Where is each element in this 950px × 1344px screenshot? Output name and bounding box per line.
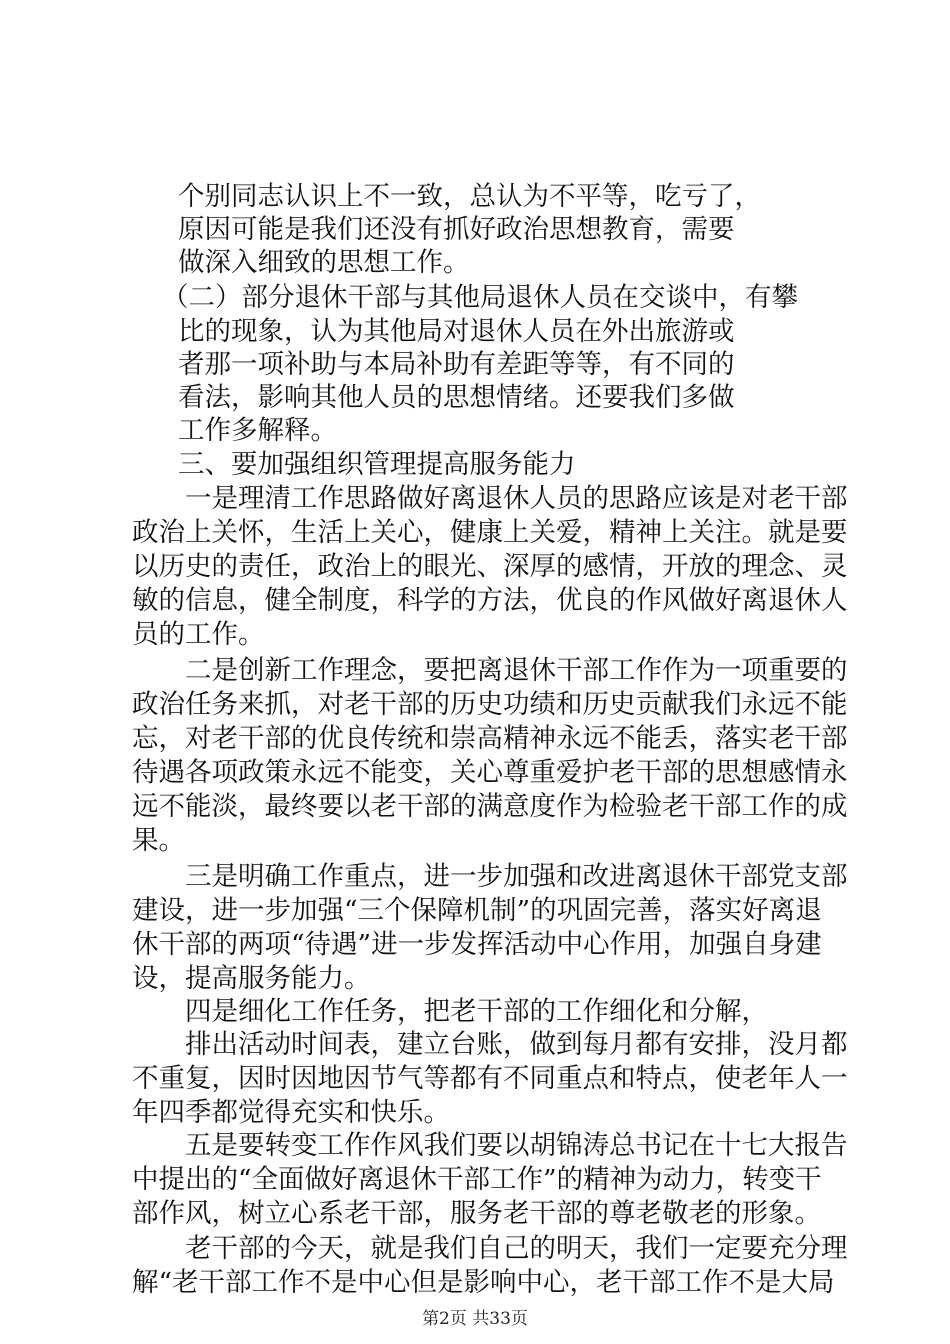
page-number: 第2页 共33页 (422, 1309, 528, 1329)
text-line: 解“老干部工作不是中心但是影响中心，老干部工作不是大局 (132, 1267, 835, 1298)
text-line: 工作多解释。 (178, 415, 337, 446)
text-line: 待遇各项政策永远不能变，关心尊重爱护老干部的思想感情永 (132, 757, 848, 788)
text-line: （二）部分退休干部与其他局退休人员在交谈中，有攀 (162, 282, 798, 313)
text-line: 设，提高服务能力。 (132, 963, 371, 994)
text-line: 比的现象，认为其他局对退休人员在外出旅游或 (178, 316, 735, 347)
text-line: 部作风，树立心系老干部，服务老干部的尊老敬老的形象。 (132, 1198, 821, 1229)
text-line: 三是明确工作重点，进一步加强和改进离退休干部党支部 (185, 861, 848, 892)
text-line: 原因可能是我们还没有抓好政治思想教育，需要 (178, 214, 735, 245)
text-line: 排出活动时间表，建立台账，做到每月都有安排，没月都 (185, 1029, 848, 1060)
text-line: 看法，影响其他人员的思想情绪。还要我们多做 (178, 382, 735, 413)
text-line: 果。 (132, 825, 185, 856)
text-line: 政治上关怀，生活上关心，健康上关爱，精神上关注。就是要 (132, 517, 848, 548)
text-line: 做深入细致的思想工作。 (178, 247, 470, 278)
text-line: 五是要转变工作作风我们要以胡锦涛总书记在十七大报告 (185, 1130, 848, 1161)
text-line: 年四季都觉得充实和快乐。 (132, 1097, 450, 1128)
text-line: 远不能淡，最终要以老干部的满意度作为检验老干部工作的成 (132, 791, 848, 822)
text-line: 四是细化工作任务，把老干部的工作细化和分解， (185, 996, 768, 1027)
section-heading: 三、要加强组织管理提高服务能力 (178, 449, 576, 480)
text-line: 政治任务来抓，对老干部的历史功绩和历史贡献我们永远不能 (132, 689, 848, 720)
text-line: 敏的信息，健全制度，科学的方法，优良的作风做好离退休人 (132, 585, 848, 616)
text-line: 休干部的两项“待遇”进一步发挥活动中心作用，加强自身建 (132, 929, 822, 960)
text-line: 不重复，因时因地因节气等都有不同重点和特点，使老年人一 (132, 1063, 848, 1094)
text-line: 者那一项补助与本局补助有差距等等，有不同的 (178, 349, 735, 380)
text-line: 一是理清工作思路做好离退休人员的思路应该是对老干部 (185, 483, 848, 514)
text-line: 员的工作。 (132, 619, 265, 650)
text-line: 忘，对老干部的优良传统和崇高精神永远不能丢，落实老干部 (132, 723, 848, 754)
text-line: 以历史的责任，政治上的眼光、深厚的感情，开放的理念、灵 (132, 551, 848, 582)
text-line: 建设，进一步加强“三个保障机制”的巩固完善，落实好离退 (132, 895, 822, 926)
text-line: 个别同志认识上不一致，总认为不平等，吃亏了， (178, 181, 761, 212)
text-line: 二是创新工作理念，要把离退休干部工作作为一项重要的 (185, 655, 848, 686)
text-line: 老干部的今天，就是我们自己的明天，我们一定要充分理 (185, 1233, 848, 1264)
text-line: 中提出的“全面做好离退休干部工作”的精神为动力，转变干 (132, 1164, 822, 1195)
